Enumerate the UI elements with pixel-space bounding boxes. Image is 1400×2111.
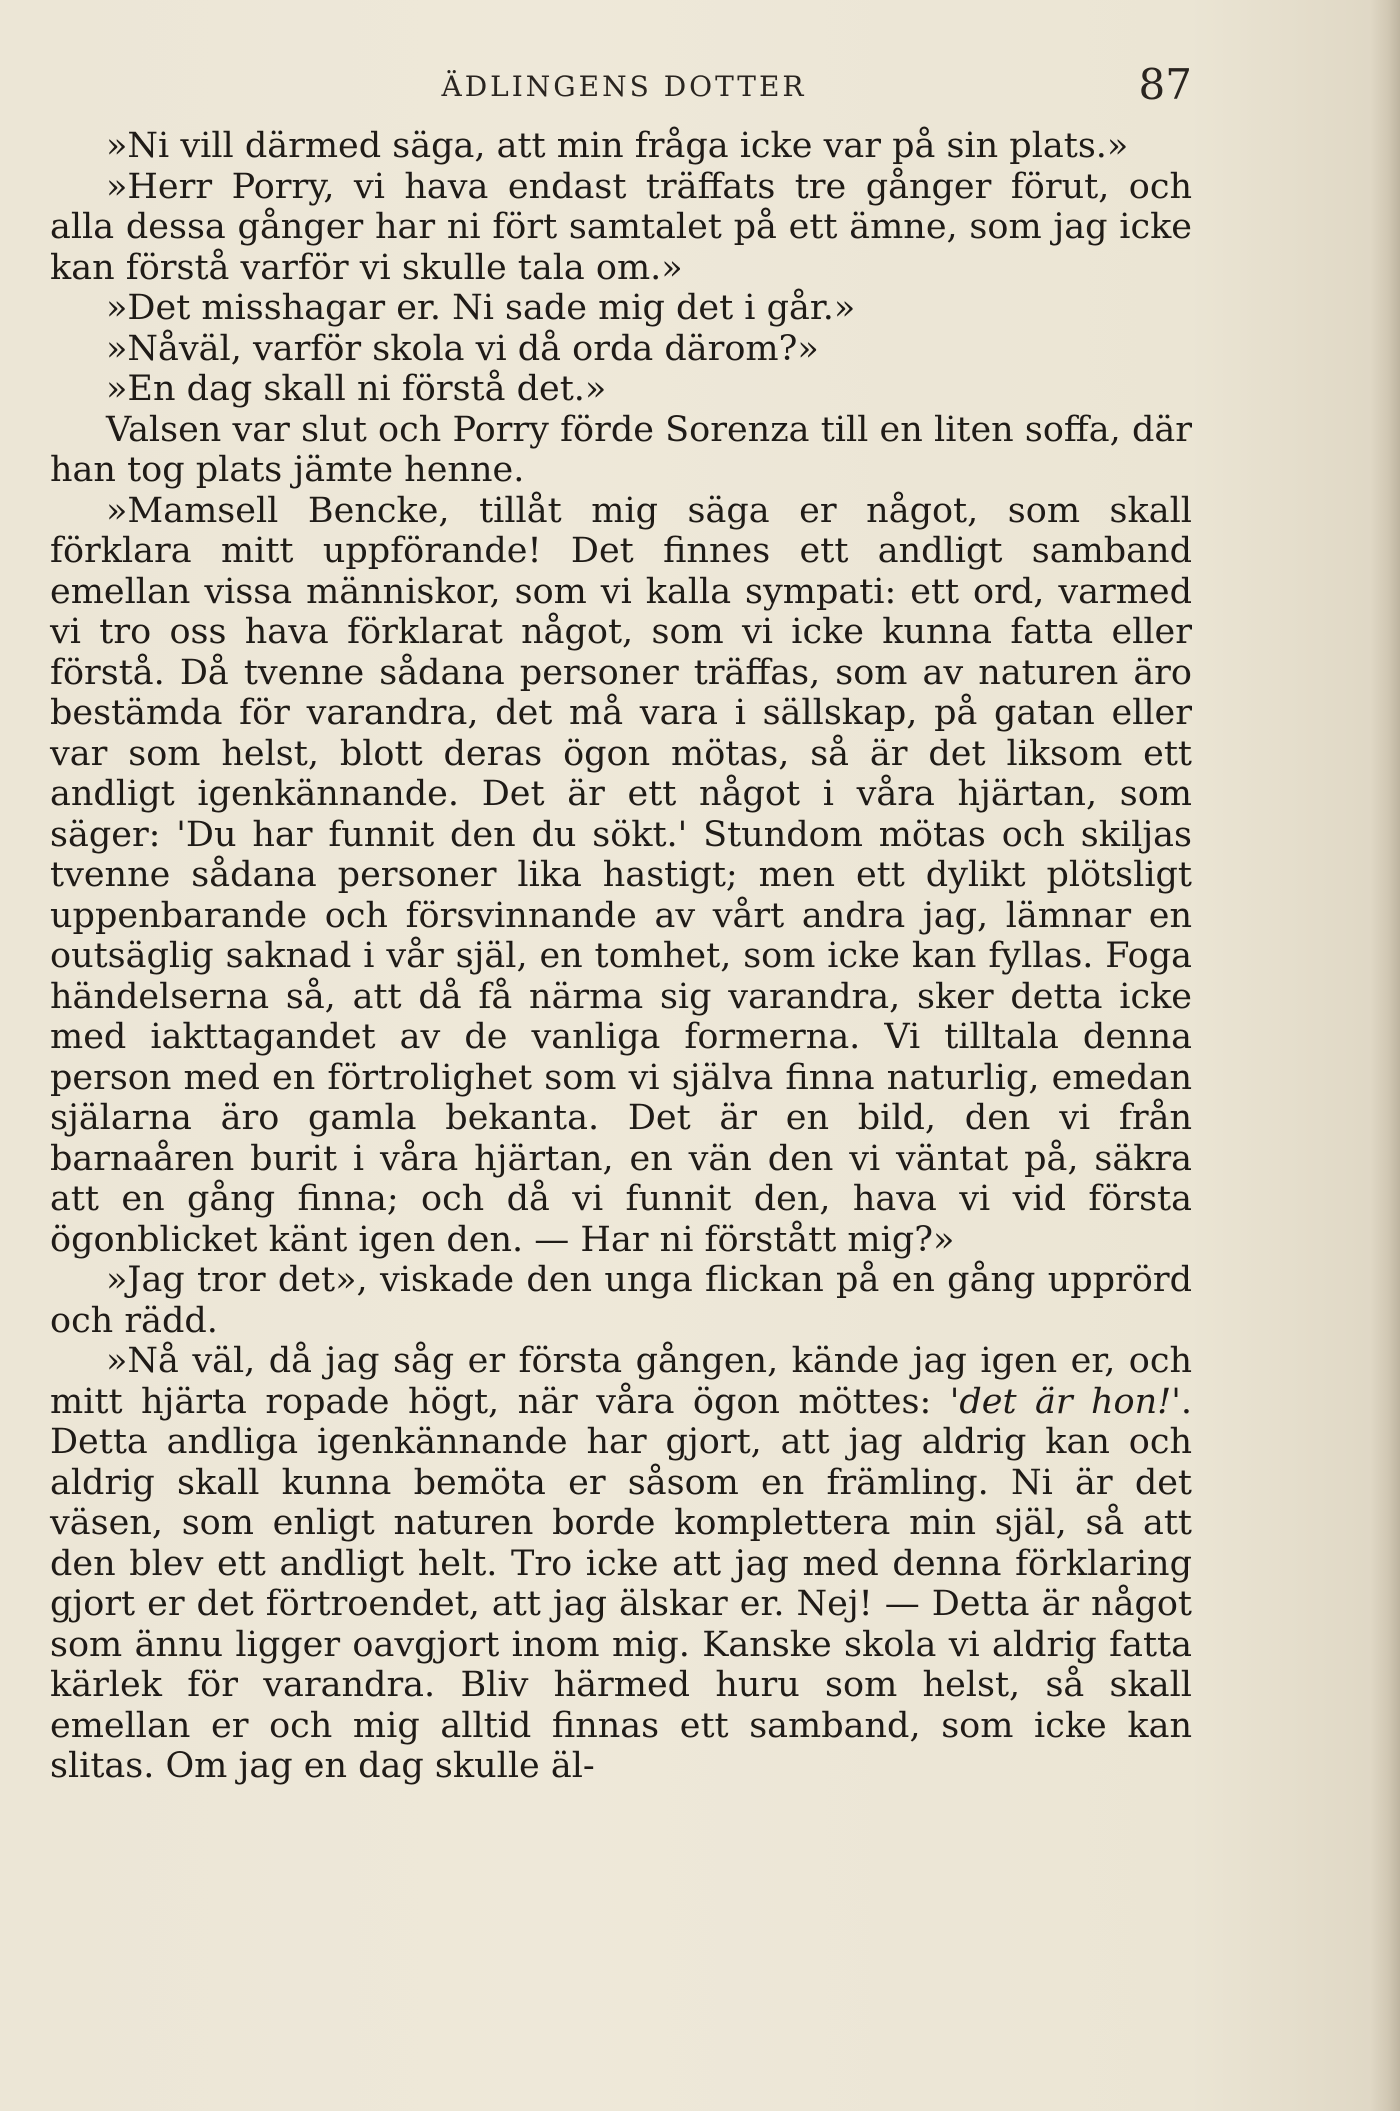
paragraph-text: »Nå väl, då jag såg er första gången, kände jag igen er, och mitt hjärta ropade högt, när våra ögon möttes: xyxy=(50,1341,1192,1422)
paragraph: »Ni vill därmed säga, att min fråga icke var på sin plats.» xyxy=(106,126,1129,166)
paragraph-text: . Detta andliga igenkännande har gjort, att jag aldrig kan och aldrig skall kunna bemöta er såsom en främling. Ni är det väsen, som enligt naturen borde komplettera min själ, så att den blev ett andligt helt. Tro icke att jag med denna förklaring gjort er det förtroendet, att jag älskar er. Nej! — Detta är något som ännu ligger oavgjort inom mig. Kanske skola vi aldrig fatta kärlek för varandra. Bliv härmed huru som helst, så skall emellan er och mig alltid finnas ett samband, som icke kan slitas. Om jag en dag skulle äl- xyxy=(50,1381,1192,1786)
paragraph: »Mamsell Bencke, tillåt mig säga er något, som skall förklara mitt uppförande! Det finnes ett andligt samband emellan vissa människor, som vi kalla sympati: ett ord, varmed vi tro oss hava förklarat något, som vi icke kunna fatta eller förstå. Då tvenne sådana personer träffas, som av naturen äro bestämda för varandra, det må vara i sällskap, på gatan eller var som helst, blott deras ögon mötas, så är det liksom ett andligt igenkännande. Det är ett något i våra hjärtan, som säger: 'Du har funnit den du sökt.' Stundom mötas och skiljas tvenne sådana personer lika hastigt; men ett dylikt plötsligt uppenbarande och försvinnande av vårt andra jag, lämnar en outsäglig saknad i vår själ, en tomhet, som icke kan fyllas. Foga händelserna så, att då få närma sig varandra, sker detta icke med iakttagandet av de vanliga formerna. Vi tilltala denna person med en förtrolighet som vi själva finna naturlig, emedan själarna äro gamla bekanta. Det är en bild, den vi från barnaåren burit i våra hjärtan, en vän den vi väntat på, säkra att en gång finna; och då vi funnit den, hava vi vid första ögonblicket känt igen den. — Har ni förstått mig?» xyxy=(50,490,1192,1260)
paragraph: »Det misshagar er. Ni sade mig det i går.» xyxy=(106,288,856,328)
paragraph: »Jag tror det», viskade den unga flickan på en gång upprörd och rädd. xyxy=(50,1260,1192,1341)
page-number: 87 xyxy=(1138,60,1192,109)
page-edge-shadow xyxy=(1370,0,1400,2111)
paragraph: »Herr Porry, vi hava endast träffats tre gånger förut, och alla dessa gånger har ni fört samtalet på ett ämne, som jag icke kan förstå varför vi skulle tala om.» xyxy=(50,166,1192,288)
paragraph: »Nåväl, varför skola vi då orda därom?» xyxy=(106,328,819,369)
paragraph-last xyxy=(50,1341,1192,1787)
paragraph: »En dag skall ni förstå det.» xyxy=(106,369,607,409)
running-title: ÄDLINGENS DOTTER xyxy=(441,70,807,103)
paragraph-emphasis: 'det är hon!' xyxy=(949,1381,1181,1422)
paragraph: Valsen var slut och Porry förde Sorenza till en liten soffa, där han tog plats jämte henne. xyxy=(50,409,1192,490)
page-header xyxy=(56,60,1192,130)
body-text xyxy=(50,126,1192,1787)
